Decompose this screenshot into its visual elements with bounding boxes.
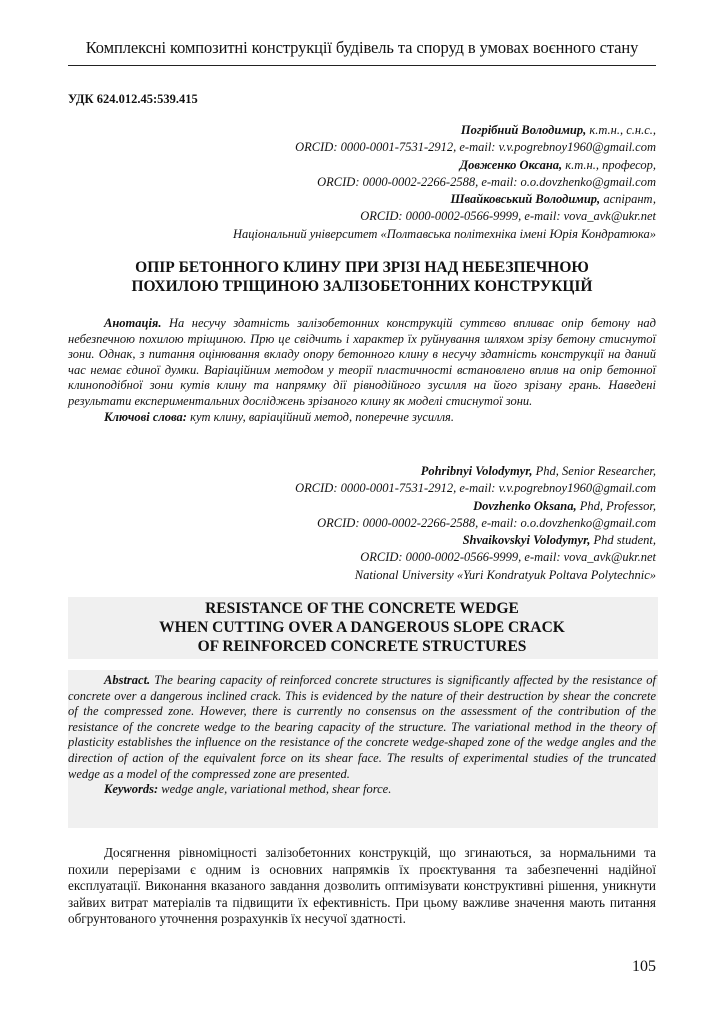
- keywords-ua: [68, 410, 656, 426]
- abstract-en: [68, 673, 656, 798]
- abstract-text: На несучу здатність залізобетонних конструкцій суттєво впливає опір бетону над небезпечною похилою тріщиною. Прю це свідчить і характер їх руйнування шляхом зрізу бетону стиснутої зони. Однак, з питання оцінювання вкладу опору бетонного клину в несучу здатність конструкції на даний час немає єдиної думки. Варіаційним методом у теорії пластичності встановлено вплив на опір бетонної клиноподібної зони кутів клину та напрямку дії рівнодійного зусилля на його зрізану грань. Наведені результати експериментальних досліджень зрізаного клину як моделі стиснутої зони.: [68, 316, 656, 408]
- abstract-ua: [68, 316, 656, 425]
- title-line: WHEN CUTTING OVER A DANGEROUS SLOPE CRACK: [159, 619, 565, 636]
- author-orcid: ORCID: 0000-0002-2266-2588, e-mail: o.o.dovzhenko@gmail.com: [317, 515, 656, 530]
- author-line: [56, 463, 656, 480]
- author-name: Погрібний Володимир,: [460, 123, 587, 137]
- keywords-label: Keywords:: [104, 782, 159, 797]
- author-line: [56, 157, 656, 174]
- keywords-text: кут клину, варіаційний метод, поперечне зусилля.: [186, 409, 454, 424]
- affiliation: Національний університет «Полтавська політехніка імені Юрія Кондратюка»: [233, 226, 656, 241]
- paper-title-en: [68, 599, 656, 656]
- author-name: Shvaikovskyi Volodymyr,: [462, 533, 591, 548]
- author-name: Pohribnyi Volodymyr,: [420, 464, 533, 478]
- title-line: RESISTANCE OF THE CONCRETE WEDGE: [205, 600, 519, 617]
- author-role: аспірант,: [600, 192, 656, 207]
- keywords-text: wedge angle, variational method, shear force.: [158, 782, 392, 797]
- author-line: [56, 498, 656, 515]
- author-role: к.т.н., професор,: [562, 157, 656, 172]
- author-line: [56, 122, 656, 139]
- authors-ua: [56, 122, 656, 243]
- abstract-label: Abstract.: [104, 673, 151, 687]
- author-role: Phd student,: [590, 533, 656, 548]
- author-role: Phd, Senior Researcher,: [532, 464, 656, 478]
- author-orcid: ORCID: 0000-0001-7531-2912, e-mail: v.v.pogrebnoy1960@gmail.com: [295, 481, 656, 496]
- author-role: к.т.н., с.н.с.,: [586, 123, 656, 137]
- author-line: [56, 532, 656, 549]
- author-name: Dovzhenko Oksana,: [473, 498, 577, 513]
- abstract-label: Анотація.: [104, 316, 162, 330]
- author-orcid: ORCID: 0000-0002-0566-9999, e-mail: vova_avk@ukr.net: [360, 209, 656, 224]
- header-rule: [68, 65, 656, 66]
- title-line: ПОХИЛОЮ ТРІЩИНОЮ ЗАЛІЗОБЕТОННИХ КОНСТРУКЦІЙ: [131, 278, 593, 295]
- keywords-label: Ключові слова:: [104, 409, 187, 424]
- author-orcid: ORCID: 0000-0002-2266-2588, e-mail: o.o.dovzhenko@gmail.com: [317, 174, 656, 189]
- title-line: OF REINFORCED CONCRETE STRUCTURES: [197, 638, 527, 655]
- running-header: Комплексні композитні конструкції будівель та споруд в умовах воєнного стану: [85, 38, 639, 57]
- author-role: Phd, Professor,: [576, 498, 656, 513]
- author-name: Довженко Оксана,: [459, 157, 563, 172]
- author-line: [56, 191, 656, 208]
- abstract-text: The bearing capacity of reinforced concrete structures is significantly affected by the resistance of concrete over a dangerous inclined crack. This is evidenced by the nature of their destruction by shear the concrete of the compressed zone. However, there is currently no consensus on the assessment of the contribution of the resistance of the concrete wedge to the bearing capacity of the structure. The variational method in the theory of plasticity establishes the influence on the resistance of the concrete wedge-shaped zone of the wedge angles and the direction of action of the equivalent force on its shear face. The results of experimental studies of the truncated wedge as a model of the compressed zone are presented.: [68, 673, 656, 781]
- udk-code: УДК 624.012.45:539.415: [68, 92, 198, 106]
- paper-title-ua: [68, 258, 656, 296]
- page-number: 105: [632, 958, 656, 975]
- affiliation: National University «Yuri Kondratyuk Poltava Polytechnic»: [354, 567, 656, 582]
- title-line: ОПІР БЕТОННОГО КЛИНУ ПРИ ЗРІЗІ НАД НЕБЕЗПЕЧНОЮ: [135, 259, 589, 276]
- author-orcid: ORCID: 0000-0002-0566-9999, e-mail: vova_avk@ukr.net: [360, 550, 656, 565]
- body-paragraph: Досягнення рівноміцності залізобетонних конструкцій, що згинаються, за нормальними та похили перерізами є одним із основних напрямків їх проєктування та забезпеченні надійної експлуатації. Виконання вказаного завдання дозволить оптимізувати конструктивні рішення, уникнути зайвих витрат матеріалів та підвищити їх ефективність. При цьому важливе значення мають питання обгрунтованого уточнення розрахунків їх несучої здатності.: [68, 845, 656, 927]
- keywords-en: [68, 782, 656, 798]
- authors-en: [56, 463, 656, 584]
- author-name: Швайковський Володимир,: [450, 192, 601, 207]
- author-orcid: ORCID: 0000-0001-7531-2912, e-mail: v.v.pogrebnoy1960@gmail.com: [295, 140, 656, 155]
